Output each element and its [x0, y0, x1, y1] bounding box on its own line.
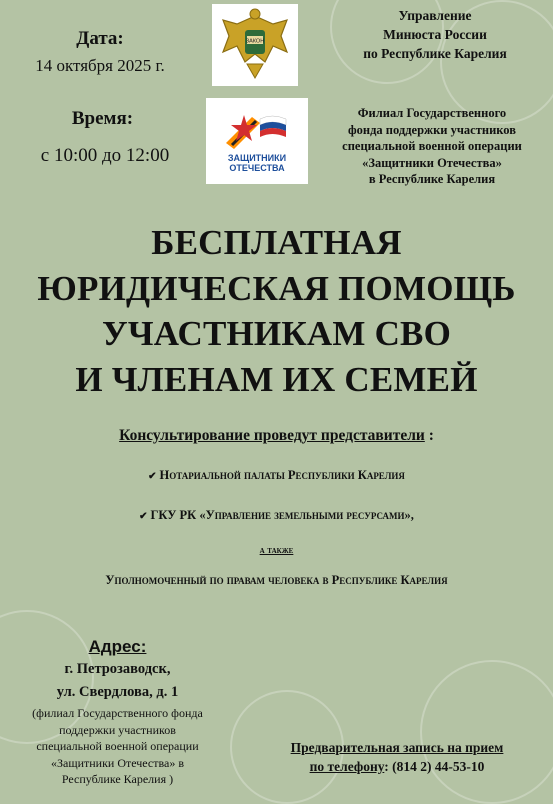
headline-line: И ЧЛЕНАМ ИХ СЕМЕЙ	[75, 359, 478, 399]
signup-separator: :	[384, 759, 393, 774]
ministry-line: Управление	[398, 8, 472, 23]
consultation-colon: :	[424, 427, 434, 444]
time-value: с 10:00 до 12:00	[40, 145, 170, 166]
ministry-line: по Республике Карелия	[363, 46, 507, 61]
phone-number[interactable]: (814 2) 44-53-10	[392, 759, 485, 774]
checkmark-icon: ✔	[139, 511, 148, 522]
date-label: Дата:	[76, 28, 124, 49]
fund-line: «Защитники Отечества»	[362, 155, 502, 170]
address-note-line: Республике Карелия )	[61, 772, 174, 786]
time-label: Время:	[71, 108, 134, 129]
address-city: г. Петрозаводск,	[64, 661, 171, 677]
consultation-intro-text: Консультирование проведут представители	[119, 427, 425, 444]
headline-line: УЧАСТНИКАМ СВО	[101, 314, 452, 353]
headline-line: ЮРИДИЧЕСКАЯ ПОМОЩЬ	[37, 268, 516, 308]
address-note-line: специальной военной операции	[36, 739, 199, 753]
ombudsman-text: Уполномоченный по правам человека в Республике Карелия	[105, 573, 448, 587]
ministry-line: Минюста России	[383, 27, 487, 42]
fund-line: фонда поддержки участников	[348, 122, 516, 137]
headline-line: БЕСПЛАТНАЯ	[151, 223, 402, 262]
fund-block	[318, 105, 546, 188]
ornament-circle	[420, 660, 553, 804]
address-note-line: поддержки участников	[59, 722, 176, 737]
date-value: 14 октября 2025 г.	[35, 56, 165, 75]
signup-line: Предварительная запись на прием	[290, 740, 504, 755]
defenders-logo-icon	[222, 109, 292, 153]
emblem-text: ЗАКОН	[245, 38, 265, 45]
list-item	[0, 468, 553, 483]
ministry-emblem-icon	[212, 4, 298, 86]
defenders-logo	[206, 98, 308, 184]
address-note-line: (филиал Государственного фонда	[32, 706, 203, 720]
address-note-line: «Защитники Отечества» в	[50, 755, 184, 770]
checkmark-icon: ✔	[148, 471, 157, 482]
address-street: ул. Свердлова, д. 1	[56, 684, 179, 700]
consultation-intro	[0, 427, 553, 445]
logo-text-line: ОТЕЧЕСТВА	[229, 163, 285, 173]
signup-phone-label: по телефону	[309, 759, 385, 774]
fund-line: в Республике Карелия	[368, 172, 496, 186]
list-item-text: Нотариальной палаты Республики Карелия	[159, 468, 405, 482]
address-note	[0, 705, 235, 788]
list-item	[0, 508, 553, 523]
headline	[0, 220, 553, 402]
logo-text-line: ЗАЩИТНИКИ	[227, 153, 287, 163]
ministry-block	[330, 6, 540, 63]
address-label: Адрес:	[88, 637, 147, 656]
fund-line: специальной военной операции	[342, 139, 522, 153]
signup-block	[252, 738, 542, 776]
also-label: а также	[259, 545, 294, 556]
fund-line: Филиал Государственного	[357, 106, 507, 120]
list-item-text: ГКУ РК «Управление земельными ресурсами»,	[150, 508, 414, 522]
